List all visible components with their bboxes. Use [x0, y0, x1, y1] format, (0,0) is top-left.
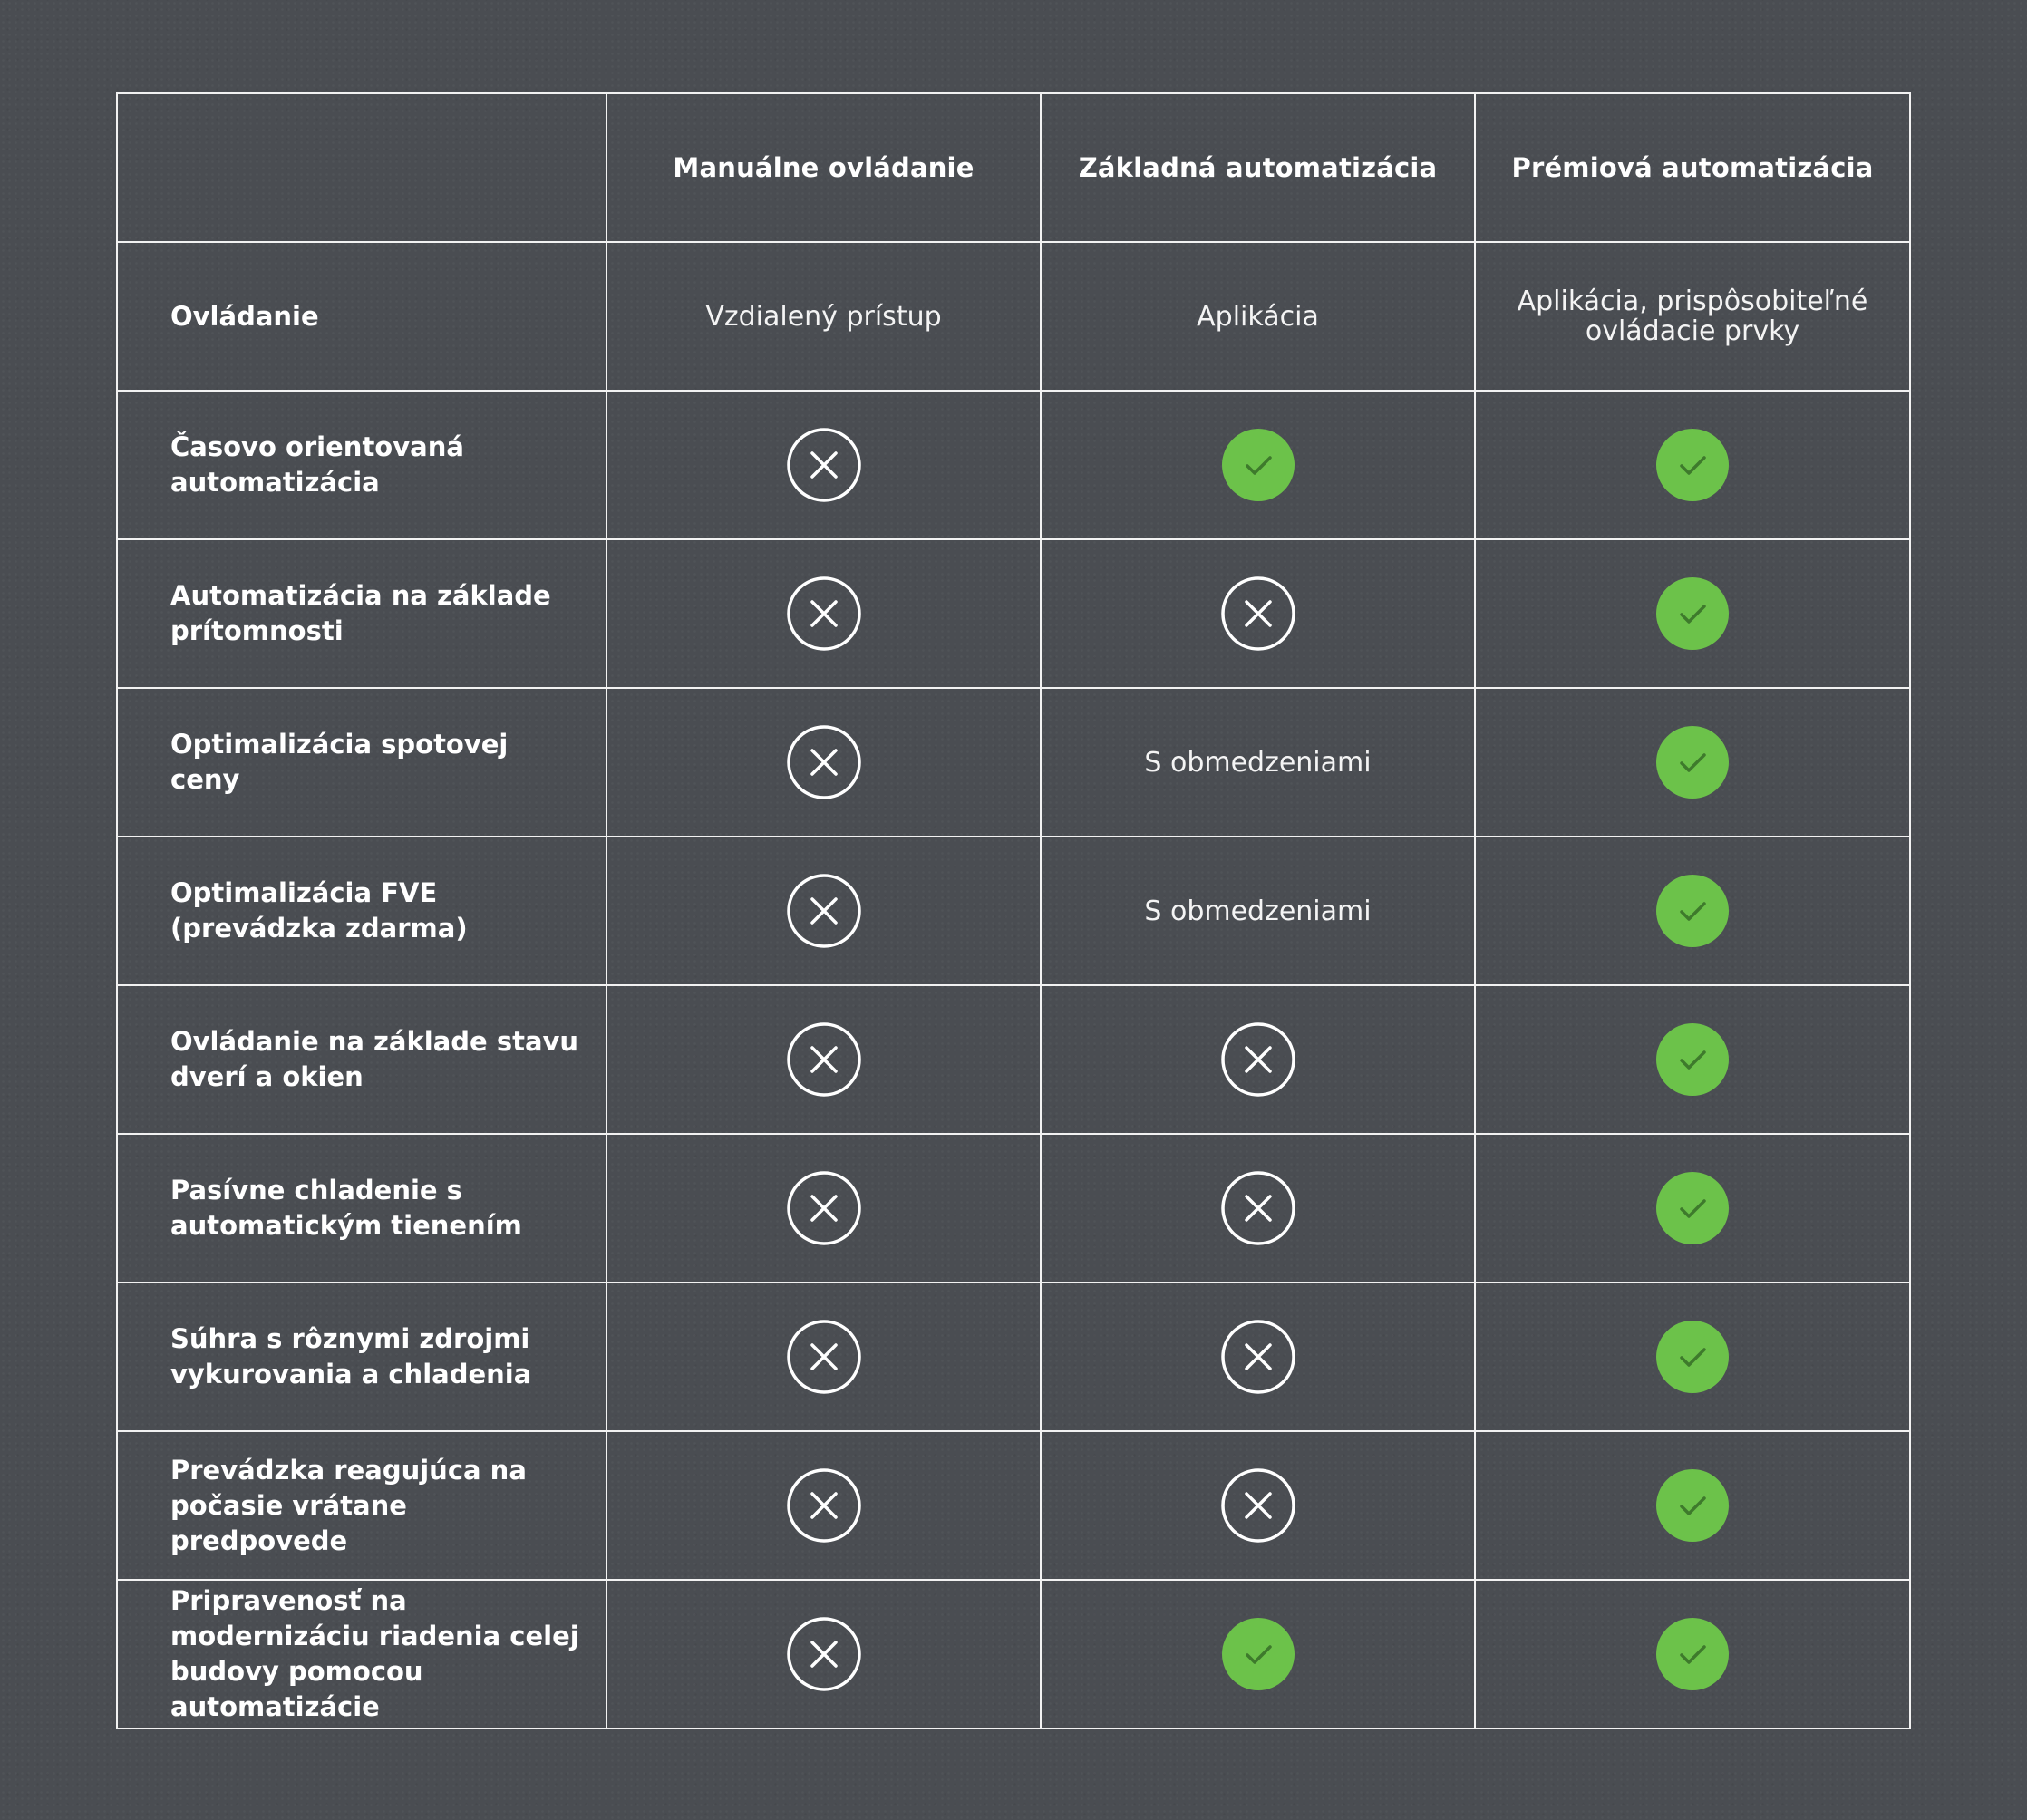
check-circle-icon: [1654, 1616, 1731, 1692]
feature-label: Pasívne chladenie s automatickým tienením: [170, 1175, 522, 1241]
value-cell: [1476, 1283, 1911, 1432]
value-cell: [1042, 689, 1476, 837]
value-cell: [1042, 986, 1476, 1135]
feature-label: Ovládanie na základe stavu dverí a okien: [170, 1026, 579, 1092]
value-text: Vzdialený prístup: [705, 300, 942, 333]
value-cell: [1476, 986, 1911, 1135]
feature-label: Prevádzka reagujúca na počasie vrátane predpovede: [170, 1454, 527, 1556]
feature-cell: [118, 540, 607, 689]
value-cell: [1042, 243, 1476, 392]
cross-circle-icon: [786, 1616, 862, 1692]
value-cell: [1476, 243, 1911, 392]
feature-cell: [118, 1283, 607, 1432]
feature-label: Súhra s rôznymi zdrojmi vykurovania a chladenia: [170, 1323, 532, 1389]
comparison-table: [116, 92, 1911, 1729]
value-cell: [1476, 1135, 1911, 1283]
value-cell: [1042, 1135, 1476, 1283]
feature-cell: [118, 689, 607, 837]
feature-label: Ovládanie: [170, 300, 319, 332]
value-cell: [607, 540, 1042, 689]
cross-circle-icon: [786, 724, 862, 800]
check-circle-icon: [1220, 1616, 1296, 1692]
feature-label: Optimalizácia spotovej ceny: [170, 729, 509, 795]
feature-cell: [118, 837, 607, 986]
header-label: Základná automatizácia: [1078, 152, 1438, 183]
header-label: Prémiová automatizácia: [1511, 152, 1874, 183]
table-row: [118, 837, 1911, 986]
check-circle-icon: [1654, 724, 1731, 800]
value-cell: [1476, 1581, 1911, 1729]
cross-circle-icon: [786, 1319, 862, 1395]
cross-circle-icon: [1220, 1467, 1296, 1544]
value-cell: [607, 1432, 1042, 1581]
check-circle-icon: [1654, 873, 1731, 949]
table-row: [118, 1432, 1911, 1581]
value-cell: [1042, 1581, 1476, 1729]
check-circle-icon: [1220, 427, 1296, 503]
table-row: [118, 540, 1911, 689]
table-row: [118, 1581, 1911, 1729]
feature-label: Pripravenosť na modernizáciu riadenia celej budovy pomocou automatizácie: [170, 1585, 579, 1722]
value-text: Aplikácia: [1197, 300, 1319, 333]
value-cell: [1042, 1432, 1476, 1581]
value-text: S obmedzeniami: [1144, 895, 1372, 927]
check-circle-icon: [1654, 1319, 1731, 1395]
value-text: Aplikácia, prispôsobiteľné ovládacie prvky: [1517, 286, 1868, 347]
feature-cell: [118, 1432, 607, 1581]
cross-circle-icon: [786, 1467, 862, 1544]
cross-circle-icon: [786, 873, 862, 949]
value-cell: [1042, 392, 1476, 540]
value-cell: [607, 1283, 1042, 1432]
value-cell: [1042, 1283, 1476, 1432]
feature-cell: [118, 1135, 607, 1283]
feature-cell: [118, 1581, 607, 1729]
check-circle-icon: [1654, 1170, 1731, 1246]
feature-label: Časovo orientovaná automatizácia: [170, 431, 464, 498]
value-cell: [607, 392, 1042, 540]
value-cell: [1042, 540, 1476, 689]
value-cell: [607, 837, 1042, 986]
check-circle-icon: [1654, 1021, 1731, 1098]
header-cell-empty: [118, 94, 607, 243]
value-cell: [1476, 689, 1911, 837]
cross-circle-icon: [1220, 1319, 1296, 1395]
header-cell-basic: [1042, 94, 1476, 243]
cross-circle-icon: [786, 1170, 862, 1246]
cross-circle-icon: [1220, 576, 1296, 652]
value-cell: [607, 1135, 1042, 1283]
feature-cell: [118, 986, 607, 1135]
cross-circle-icon: [1220, 1170, 1296, 1246]
feature-label: Automatizácia na základe prítomnosti: [170, 580, 551, 646]
cross-circle-icon: [786, 427, 862, 503]
value-cell: [1476, 1432, 1911, 1581]
table-row: [118, 1135, 1911, 1283]
cross-circle-icon: [786, 1021, 862, 1098]
value-cell: [1042, 837, 1476, 986]
value-cell: [1476, 392, 1911, 540]
header-cell-premium: [1476, 94, 1911, 243]
value-cell: [1476, 837, 1911, 986]
table-row: [118, 243, 1911, 392]
check-circle-icon: [1654, 1467, 1731, 1544]
header-cell-manual: [607, 94, 1042, 243]
value-cell: [1476, 540, 1911, 689]
cross-circle-icon: [1220, 1021, 1296, 1098]
table-row: [118, 392, 1911, 540]
header-label: Manuálne ovládanie: [673, 152, 975, 183]
feature-cell: [118, 392, 607, 540]
value-text: S obmedzeniami: [1144, 746, 1372, 779]
check-circle-icon: [1654, 427, 1731, 503]
value-cell: [607, 1581, 1042, 1729]
value-cell: [607, 986, 1042, 1135]
value-cell: [607, 689, 1042, 837]
check-circle-icon: [1654, 576, 1731, 652]
cross-circle-icon: [786, 576, 862, 652]
table-row: [118, 986, 1911, 1135]
feature-cell: [118, 243, 607, 392]
value-cell: [607, 243, 1042, 392]
table-row: [118, 1283, 1911, 1432]
feature-label: Optimalizácia FVE (prevádzka zdarma): [170, 877, 468, 944]
table-row: [118, 689, 1911, 837]
header-row: [118, 94, 1911, 243]
table-body: [118, 243, 1911, 1729]
